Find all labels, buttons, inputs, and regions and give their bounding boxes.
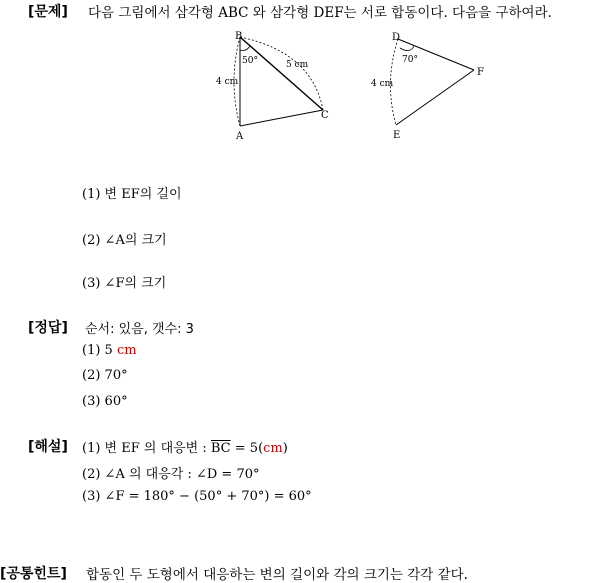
answer-order-note: 순서: 있음, 갯수: 3 — [85, 322, 194, 337]
question-2: (2) ∠A의 크기 — [82, 233, 167, 248]
problem-tag: [문제] — [28, 4, 68, 20]
explanation-tag: [해설] — [28, 439, 68, 455]
hint-text: 합동인 두 도형에서 대응하는 변의 길이와 각의 크기는 각각 같다. — [86, 567, 468, 583]
explanation-line-1-pre: (1) 변 EF 의 대응변 : — [82, 441, 211, 456]
explanation-line-2: (2) ∠A 의 대응각 : ∠D = 70° — [82, 467, 260, 482]
congruent-triangles-figure — [200, 28, 510, 148]
vertex-a-label: A — [236, 131, 244, 142]
triangle-def — [371, 32, 484, 141]
answer-1-unit: cm — [116, 343, 137, 358]
answer-1-value: (1) 5 — [82, 343, 113, 358]
side-bc-label: 5 cm — [286, 60, 309, 70]
answer-1 — [82, 343, 137, 358]
vertex-b-label: B — [235, 31, 243, 42]
explanation-line-1-post: ) — [282, 441, 288, 456]
explanation-line-3: (3) ∠F = 180° − (50° + 70°) = 60° — [82, 489, 312, 504]
angle-b-label: 50° — [242, 56, 258, 66]
explanation-line-1 — [82, 437, 288, 456]
side-ab-label: 4 cm — [216, 77, 239, 87]
side-de-label: 4 cm — [371, 79, 394, 89]
angle-d-label: 70° — [402, 55, 418, 65]
vertex-f-label: F — [477, 67, 484, 78]
vertex-d-label: D — [392, 32, 401, 43]
vertex-c-label: C — [321, 110, 329, 121]
hint-tag: [공통힌트] — [0, 566, 67, 582]
explanation-line-1-mid: = 5( — [230, 441, 264, 456]
segment-bc: $\overline{BC}$ — [210, 441, 231, 456]
answer-3: (3) 60° — [82, 394, 128, 409]
answer-2: (2) 70° — [82, 368, 128, 383]
question-1: (1) 변 EF의 길이 — [82, 187, 182, 202]
problem-statement: 다음 그림에서 삼각형 ABC 와 삼각형 DEF는 서로 합동이다. 다음을 구하여라. — [88, 5, 552, 21]
vertex-e-label: E — [393, 130, 401, 141]
answer-tag: [정답] — [28, 320, 68, 336]
triangle-abc — [216, 31, 329, 142]
explanation-line-1-unit: cm — [263, 441, 283, 456]
question-3: (3) ∠F의 크기 — [82, 276, 167, 291]
